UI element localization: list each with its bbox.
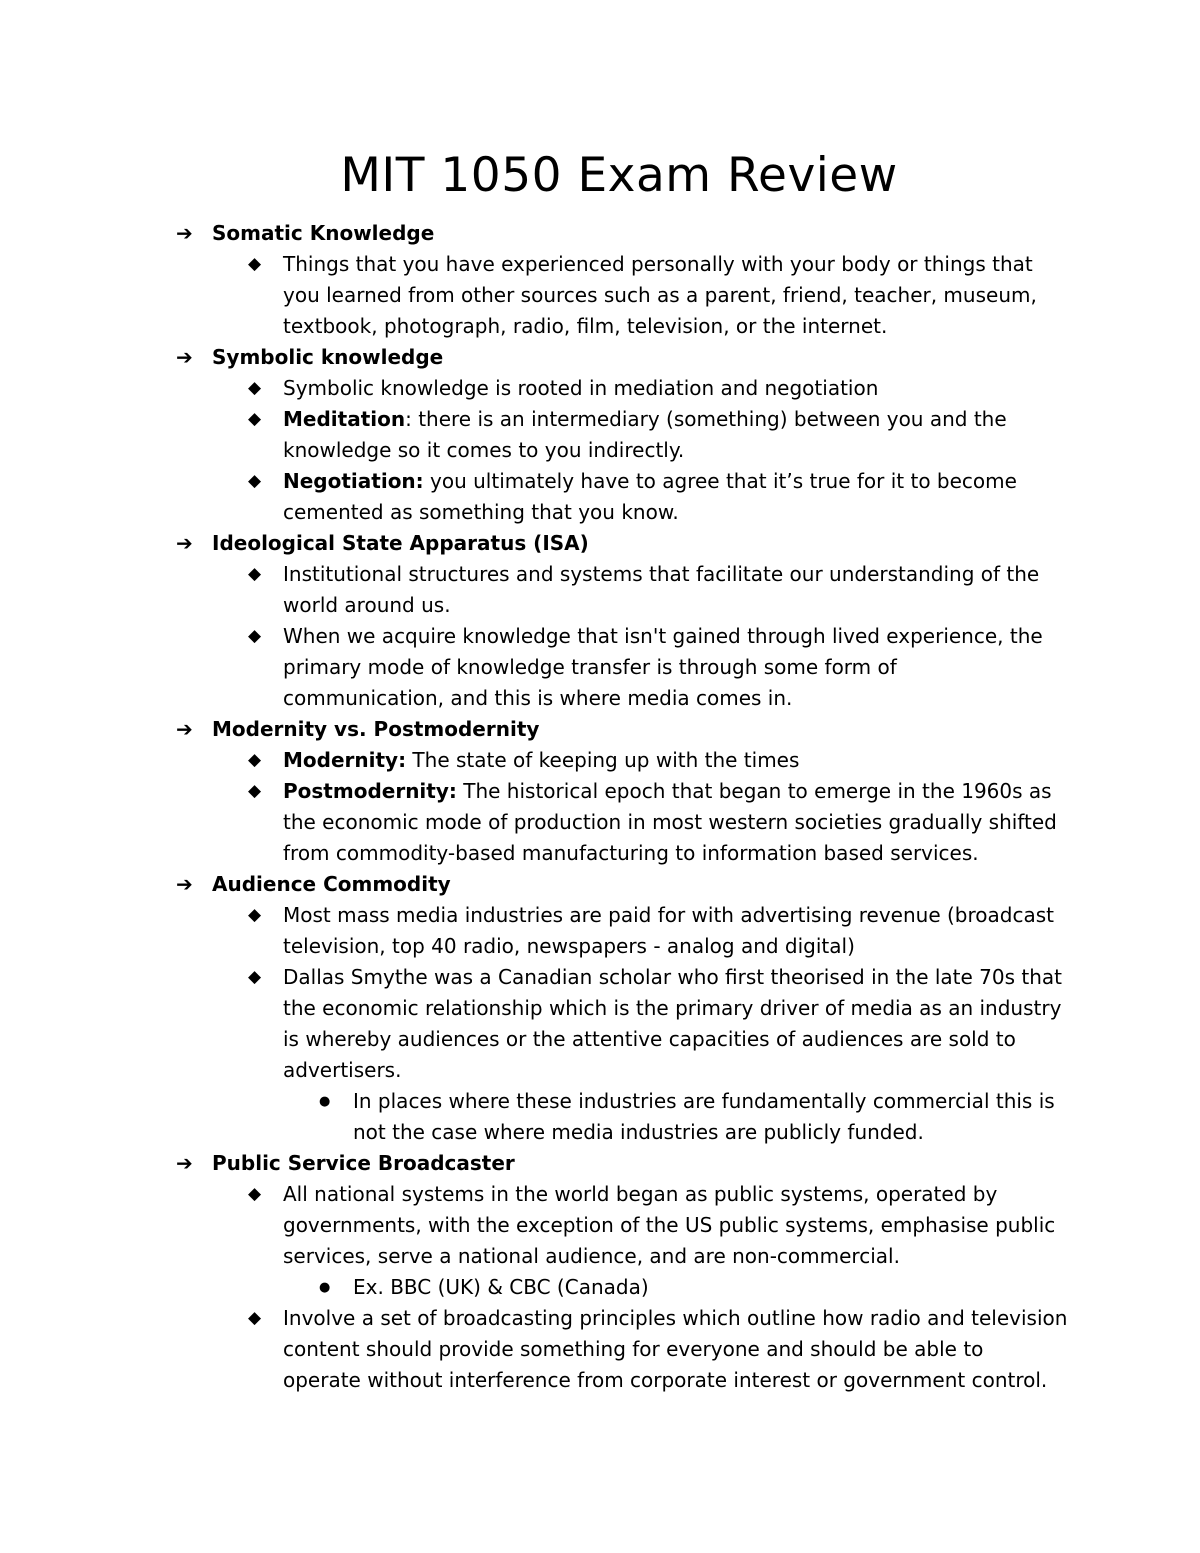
bullet-item [0, 900, 1200, 931]
bullet-item [0, 776, 1200, 807]
bullet-continuation [0, 1365, 1200, 1396]
bullet-continuation [0, 931, 1200, 962]
diamond-bullet-icon: ◆ [248, 967, 262, 987]
sub-bullet-text: In places where these industries are fundamentally commercial this is [353, 1089, 1055, 1113]
bullet-text: : there is an intermediary (something) between you and the [405, 407, 1007, 431]
bullet-text: world around us. [283, 593, 451, 617]
bullet-text: the economic mode of production in most western societies gradually shifted [283, 810, 1057, 834]
bullet-text: Involve a set of broadcasting principles which outline how radio and television [283, 1306, 1068, 1330]
section-heading-text: Ideological State Apparatus (ISA) [212, 531, 589, 555]
diamond-bullet-icon: ◆ [248, 626, 262, 646]
bullet-text: television, top 40 radio, newspapers - analog and digital) [283, 934, 855, 958]
dot-bullet-icon: ● [319, 1280, 331, 1295]
bullet-text: you ultimately have to agree that it’s true for it to become [423, 469, 1017, 493]
bullet-continuation [0, 652, 1200, 683]
bullet-continuation [0, 1024, 1200, 1055]
bullet-continuation [0, 683, 1200, 714]
bullet-text: knowledge so it comes to you indirectly. [283, 438, 685, 462]
bullet-item [0, 1179, 1200, 1210]
bullet-item [0, 373, 1200, 404]
bullet-item [0, 962, 1200, 993]
arrow-icon: ➔ [176, 531, 193, 555]
bullet-continuation [0, 1334, 1200, 1365]
diamond-bullet-icon: ◆ [248, 1184, 262, 1204]
diamond-bullet-icon: ◆ [248, 409, 262, 429]
section-heading [0, 714, 1200, 745]
sub-bullet-text: not the case where media industries are publicly funded. [353, 1120, 924, 1144]
bullet-continuation [0, 838, 1200, 869]
dot-bullet-icon: ● [319, 1094, 331, 1109]
section-heading-text: Somatic Knowledge [212, 221, 435, 245]
bullet-item [0, 249, 1200, 280]
bullet-text: the economic relationship which is the primary driver of media as an industry [283, 996, 1062, 1020]
bullet-text: services, serve a national audience, and are non-commercial. [283, 1244, 900, 1268]
bullet-text: governments, with the exception of the US public systems, emphasise public [283, 1213, 1056, 1237]
arrow-icon: ➔ [176, 1151, 193, 1175]
bullet-text: All national systems in the world began as public systems, operated by [283, 1182, 998, 1206]
bullet-continuation [0, 590, 1200, 621]
bullet-text: primary mode of knowledge transfer is through some form of [283, 655, 897, 679]
diamond-bullet-icon: ◆ [248, 750, 262, 770]
bullet-item [0, 621, 1200, 652]
bullet-text: operate without interference from corporate interest or government control. [283, 1368, 1048, 1392]
diamond-bullet-icon: ◆ [248, 254, 262, 274]
arrow-icon: ➔ [176, 221, 193, 245]
bullet-continuation [0, 435, 1200, 466]
section-heading-text: Public Service Broadcaster [212, 1151, 515, 1175]
sub-bullet-item [0, 1272, 1200, 1303]
bullet-text: Things that you have experienced personally with your body or things that [283, 252, 1033, 276]
diamond-bullet-icon: ◆ [248, 1308, 262, 1328]
section-heading [0, 528, 1200, 559]
bullet-text: content should provide something for everyone and should be able to [283, 1337, 984, 1361]
diamond-bullet-icon: ◆ [248, 905, 262, 925]
section-heading-text: Modernity vs. Postmodernity [212, 717, 540, 741]
arrow-icon: ➔ [176, 872, 193, 896]
bullet-term: Meditation [283, 407, 406, 431]
bullet-text: you learned from other sources such as a parent, friend, teacher, museum, [283, 283, 1037, 307]
diamond-bullet-icon: ◆ [248, 564, 262, 584]
bullet-text: When we acquire knowledge that isn't gained through lived experience, the [283, 624, 1043, 648]
document-title: MIT 1050 Exam Review [340, 148, 898, 203]
bullet-text: Symbolic knowledge is rooted in mediation and negotiation [283, 376, 879, 400]
bullet-continuation [0, 311, 1200, 342]
bullet-text: Dallas Smythe was a Canadian scholar who first theorised in the late 70s that [283, 965, 1063, 989]
bullet-text: is whereby audiences or the attentive capacities of audiences are sold to [283, 1027, 1016, 1051]
section-heading [0, 218, 1200, 249]
bullet-text: Institutional structures and systems that facilitate our understanding of the [283, 562, 1040, 586]
bullet-text: from commodity-based manufacturing to information based services. [283, 841, 979, 865]
bullet-continuation [0, 807, 1200, 838]
bullet-item [0, 745, 1200, 776]
bullet-term: Negotiation: [283, 469, 424, 493]
bullet-continuation [0, 280, 1200, 311]
section-heading-text: Audience Commodity [212, 872, 451, 896]
bullet-text: The state of keeping up with the times [406, 748, 800, 772]
arrow-icon: ➔ [176, 717, 193, 741]
bullet-term: Modernity: [283, 748, 407, 772]
bullet-item [0, 1303, 1200, 1334]
section-heading [0, 869, 1200, 900]
bullet-text: textbook, photograph, radio, film, television, or the internet. [283, 314, 888, 338]
bullet-text: advertisers. [283, 1058, 402, 1082]
diamond-bullet-icon: ◆ [248, 471, 262, 491]
diamond-bullet-icon: ◆ [248, 781, 262, 801]
sub-bullet-continuation [0, 1117, 1200, 1148]
arrow-icon: ➔ [176, 345, 193, 369]
bullet-continuation [0, 1241, 1200, 1272]
bullet-text: The historical epoch that began to emerge in the 1960s as [456, 779, 1052, 803]
bullet-term: Postmodernity: [283, 779, 457, 803]
bullet-item [0, 404, 1200, 435]
diamond-bullet-icon: ◆ [248, 378, 262, 398]
sub-bullet-text: Ex. BBC (UK) & CBC (Canada) [353, 1275, 649, 1299]
bullet-item [0, 466, 1200, 497]
bullet-continuation [0, 1055, 1200, 1086]
section-heading [0, 1148, 1200, 1179]
section-heading-text: Symbolic knowledge [212, 345, 444, 369]
bullet-text: Most mass media industries are paid for with advertising revenue (broadcast [283, 903, 1054, 927]
review-outline [0, 218, 1200, 1396]
sub-bullet-item [0, 1086, 1200, 1117]
bullet-continuation [0, 1210, 1200, 1241]
bullet-text: cemented as something that you know. [283, 500, 679, 524]
bullet-text: communication, and this is where media comes in. [283, 686, 793, 710]
section-heading [0, 342, 1200, 373]
bullet-continuation [0, 497, 1200, 528]
bullet-item [0, 559, 1200, 590]
bullet-continuation [0, 993, 1200, 1024]
